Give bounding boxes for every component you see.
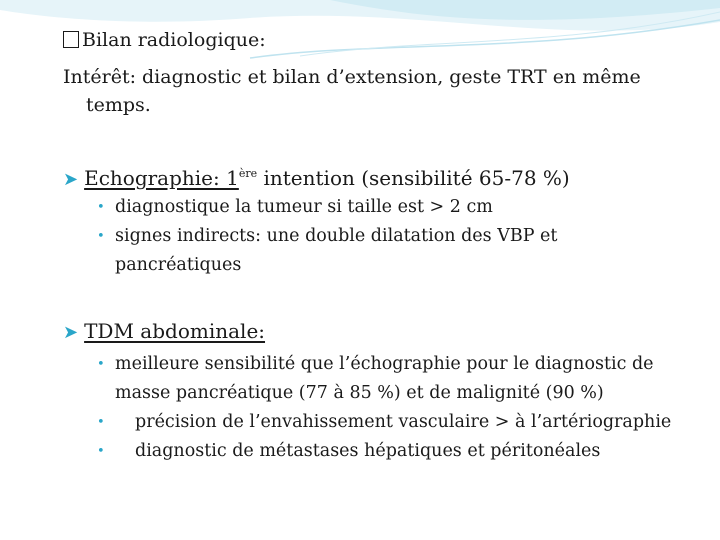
list-item: • diagnostique la tumeur si taille est > 2 cm — [95, 193, 557, 222]
list-item-continuation: pancréatiques — [115, 255, 242, 275]
intro-line-2: temps. — [86, 94, 151, 116]
list-item: • meilleure sensibilité que l’échographie pour le diagnostic de masse pancréatique (77 à 85 %) et de malignité (90 %) — [95, 350, 671, 408]
section-heading-underlined: TDM abdominale: — [84, 319, 266, 343]
section-heading-underlined: Echographie: 1 — [84, 166, 239, 190]
missing-glyph-icon — [63, 31, 79, 48]
superscript: ère — [238, 167, 258, 180]
list-item: • précision de l’envahissement vasculaire > à l’artériographie — [95, 408, 671, 437]
title-text: Bilan radiologique: — [82, 29, 266, 51]
bullet-list-tdm — [95, 350, 671, 466]
intro-line-1: Intérêt: diagnostic et bilan d’extension, geste TRT en même — [63, 66, 641, 88]
bullet-list-echographie — [95, 193, 557, 280]
list-item: • diagnostic de métastases hépatiques et péritonéales — [95, 437, 671, 466]
arrow-bullet-icon: ➤ — [63, 169, 79, 190]
section-heading-echographie — [63, 161, 570, 193]
section-heading-rest: intention (sensibilité 65-78 %) — [257, 166, 570, 190]
slide-title — [63, 27, 266, 53]
list-item: • signes indirects: une double dilatation des VBP et pancréatiques — [95, 222, 557, 280]
arrow-bullet-icon: ➤ — [63, 322, 79, 343]
section-heading-tdm — [63, 318, 265, 346]
list-item-continuation: masse pancréatique (77 à 85 %) et de malignité (90 %) — [115, 383, 604, 403]
